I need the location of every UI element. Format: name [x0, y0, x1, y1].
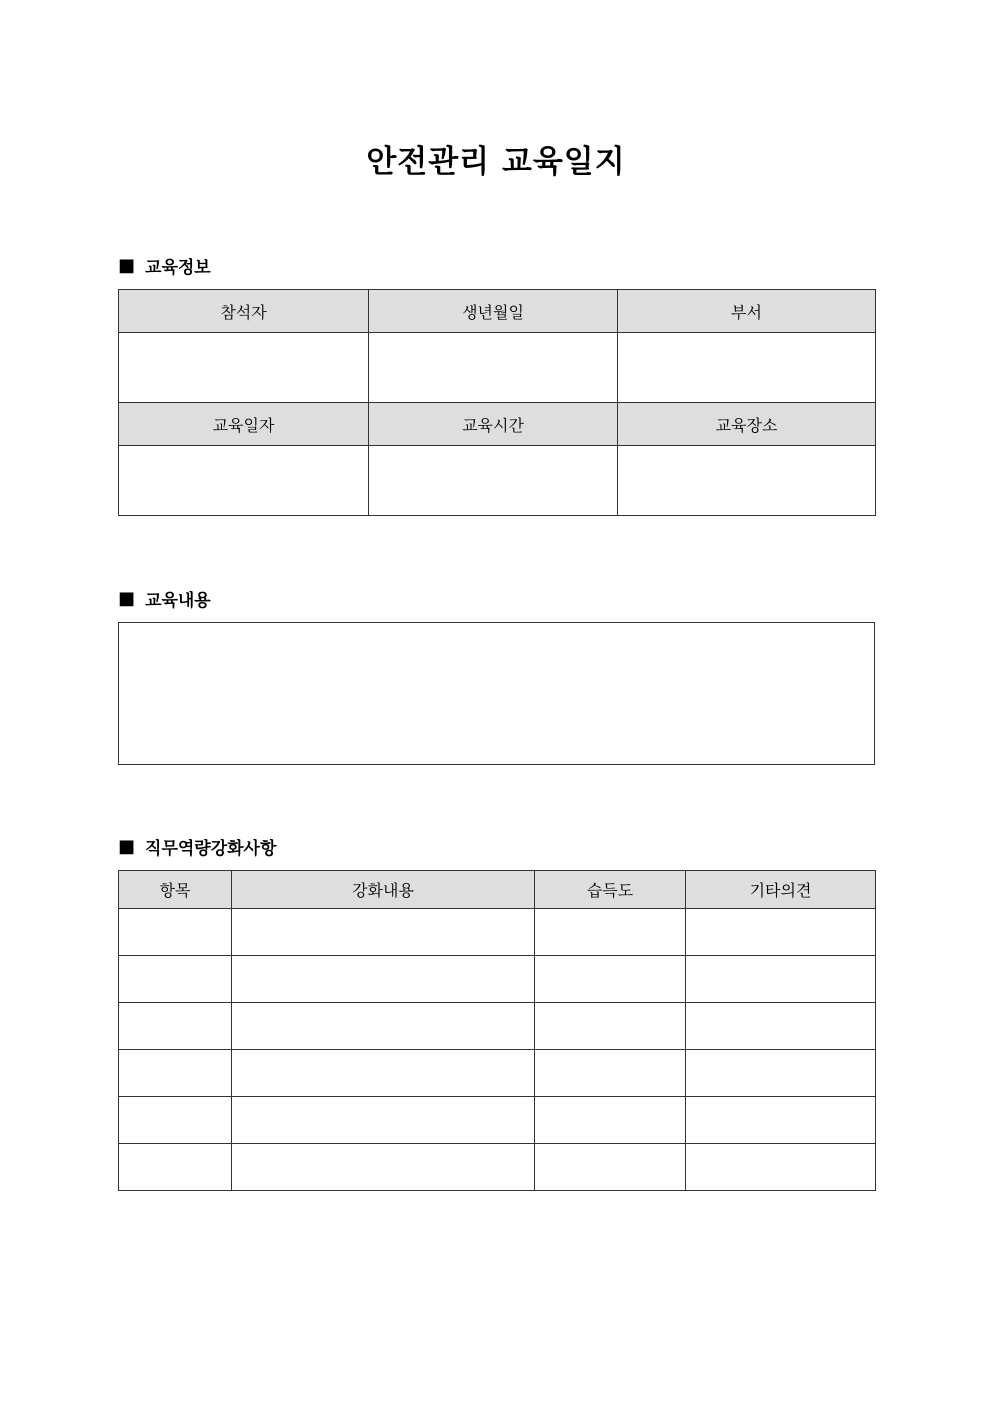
item-cell[interactable] [119, 1097, 232, 1144]
proficiency-cell[interactable] [535, 1050, 686, 1097]
table-row [119, 956, 876, 1003]
proficiency-cell[interactable] [535, 956, 686, 1003]
section-heading-skills [118, 835, 276, 857]
education-content-box[interactable] [118, 622, 875, 765]
column-header-attendee: 참석자 [119, 290, 369, 333]
square-bullet-icon: ■ [118, 254, 136, 276]
column-header-department: 부서 [618, 290, 876, 333]
item-cell[interactable] [119, 956, 232, 1003]
enhancement-cell[interactable] [232, 956, 535, 1003]
proficiency-cell[interactable] [535, 1097, 686, 1144]
proficiency-cell[interactable] [535, 909, 686, 956]
item-cell[interactable] [119, 1003, 232, 1050]
table-header-row [119, 871, 876, 909]
section-heading-text: 교육내용 [145, 590, 211, 611]
table-row [119, 909, 876, 956]
enhancement-cell[interactable] [232, 1050, 535, 1097]
square-bullet-icon: ■ [118, 587, 136, 609]
table-row [119, 1003, 876, 1050]
section-heading-content [118, 587, 211, 609]
birthdate-field[interactable] [369, 333, 618, 403]
column-header-enhancement: 강화내용 [232, 871, 535, 909]
item-cell[interactable] [119, 1144, 232, 1191]
proficiency-cell[interactable] [535, 1144, 686, 1191]
remarks-cell[interactable] [686, 909, 876, 956]
column-header-education-date: 교육일자 [119, 403, 369, 446]
column-header-birthdate: 생년월일 [369, 290, 618, 333]
section-heading-info [118, 254, 211, 276]
column-header-remarks: 기타의견 [686, 871, 876, 909]
section-heading-text: 직무역량강화사항 [145, 838, 277, 859]
table-row [119, 333, 876, 403]
item-cell[interactable] [119, 909, 232, 956]
document-title: 안전관리 교육일지 [366, 144, 626, 180]
enhancement-cell[interactable] [232, 909, 535, 956]
attendee-field[interactable] [119, 333, 369, 403]
department-field[interactable] [618, 333, 876, 403]
table-row [119, 1050, 876, 1097]
education-date-field[interactable] [119, 446, 369, 516]
remarks-cell[interactable] [686, 1050, 876, 1097]
remarks-cell[interactable] [686, 956, 876, 1003]
enhancement-cell[interactable] [232, 1144, 535, 1191]
column-header-education-place: 교육장소 [618, 403, 876, 446]
enhancement-cell[interactable] [232, 1003, 535, 1050]
remarks-cell[interactable] [686, 1097, 876, 1144]
remarks-cell[interactable] [686, 1144, 876, 1191]
column-header-item: 항목 [119, 871, 232, 909]
square-bullet-icon: ■ [118, 835, 136, 857]
education-info-table [118, 289, 876, 516]
education-time-field[interactable] [369, 446, 618, 516]
item-cell[interactable] [119, 1050, 232, 1097]
proficiency-cell[interactable] [535, 1003, 686, 1050]
table-row [119, 1144, 876, 1191]
section-heading-text: 교육정보 [145, 257, 211, 278]
table-row [119, 1097, 876, 1144]
skills-table [118, 870, 876, 1191]
column-header-education-time: 교육시간 [369, 403, 618, 446]
table-header-row [119, 403, 876, 446]
table-header-row [119, 290, 876, 333]
education-place-field[interactable] [618, 446, 876, 516]
enhancement-cell[interactable] [232, 1097, 535, 1144]
table-row [119, 446, 876, 516]
column-header-proficiency: 습득도 [535, 871, 686, 909]
remarks-cell[interactable] [686, 1003, 876, 1050]
